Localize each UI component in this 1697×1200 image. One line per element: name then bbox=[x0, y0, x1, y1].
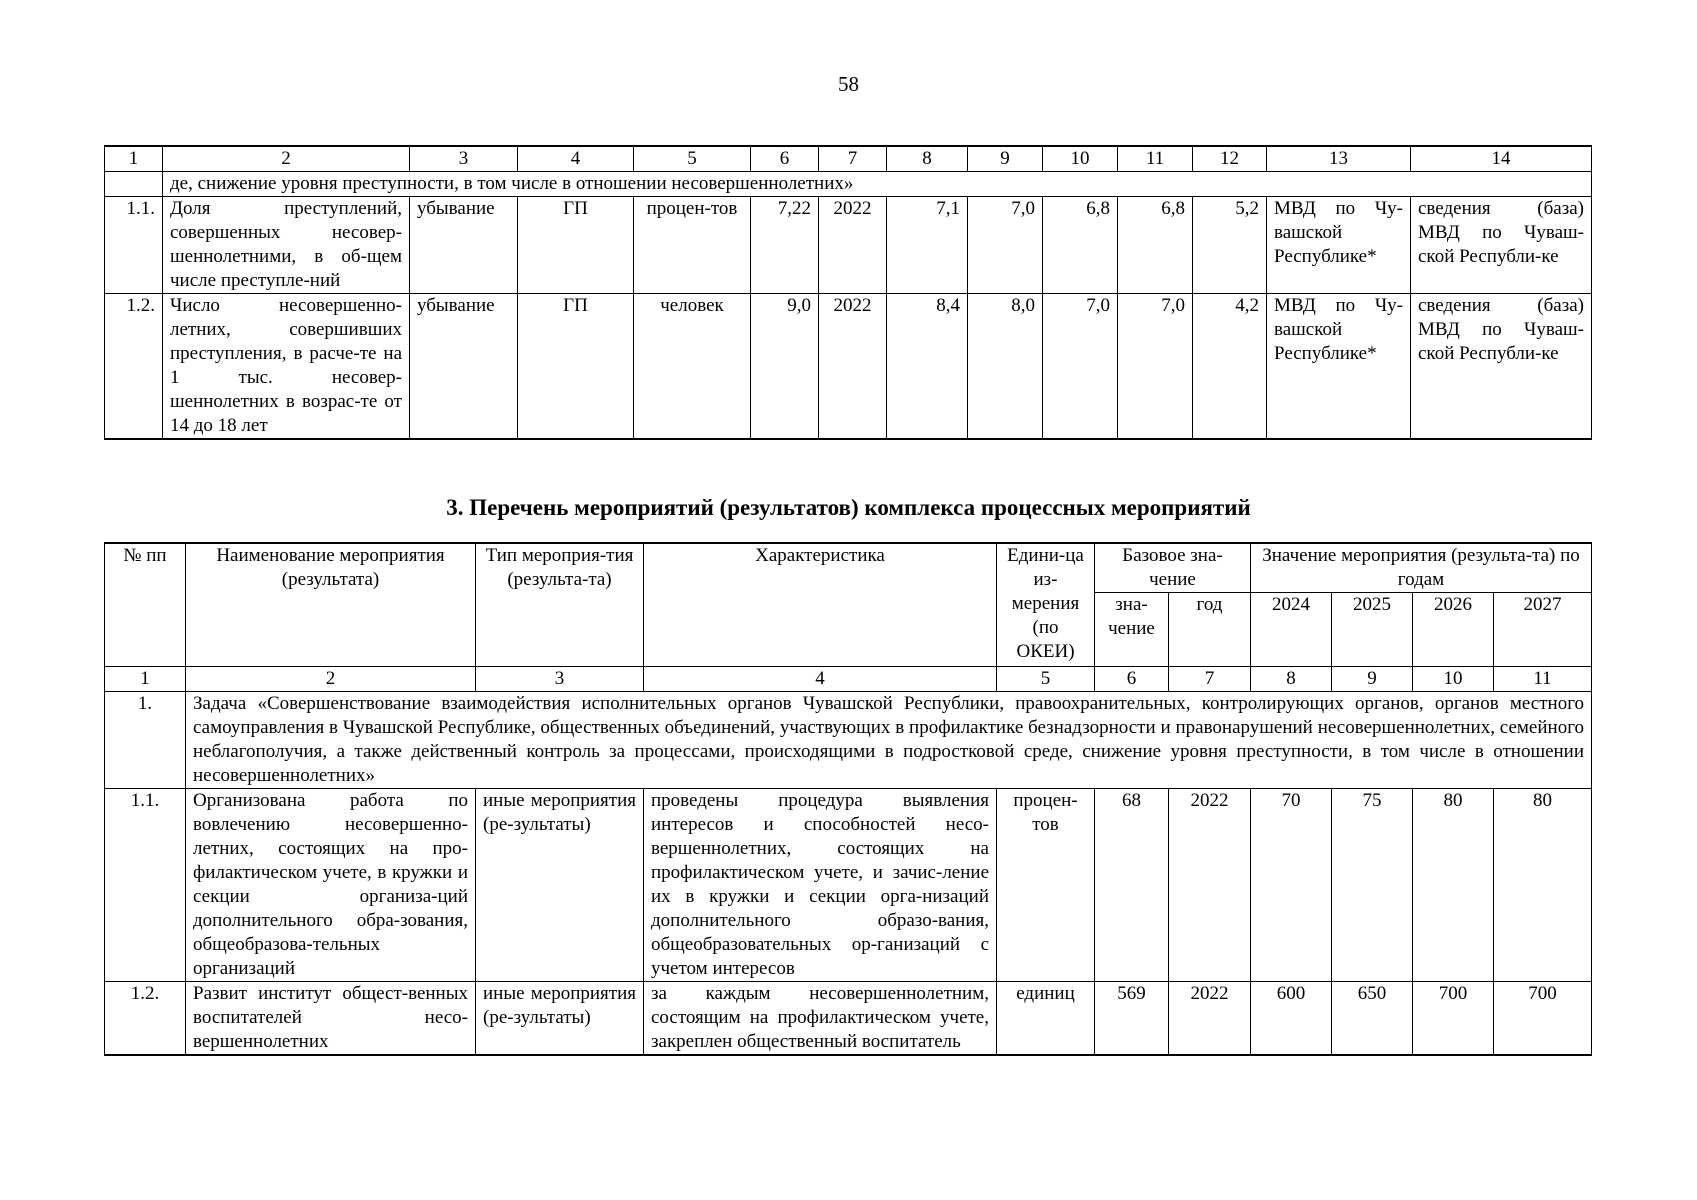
value-2026: 700 bbox=[1413, 982, 1494, 1056]
row-number: 1.1. bbox=[105, 789, 186, 982]
row-number: 1.2. bbox=[105, 294, 163, 440]
trend: убывание bbox=[410, 197, 518, 294]
value-2025: 650 bbox=[1332, 982, 1413, 1056]
value: 7,0 bbox=[1118, 294, 1193, 440]
unit: процен-тов bbox=[997, 789, 1095, 982]
col-num-cell: 12 bbox=[1193, 146, 1267, 172]
column-number-row bbox=[105, 667, 1592, 692]
task-number: 1. bbox=[105, 692, 186, 789]
table-row bbox=[105, 982, 1592, 1056]
col-num-cell: 9 bbox=[968, 146, 1043, 172]
base-value: 9,0 bbox=[751, 294, 819, 440]
col-num-cell: 4 bbox=[644, 667, 997, 692]
col-num-cell: 11 bbox=[1118, 146, 1193, 172]
col-num-cell: 4 bbox=[518, 146, 634, 172]
value: 5,2 bbox=[1193, 197, 1267, 294]
value-2025: 75 bbox=[1332, 789, 1413, 982]
unit: единиц bbox=[997, 982, 1095, 1056]
value-2024: 600 bbox=[1251, 982, 1332, 1056]
col-num-cell: 3 bbox=[410, 146, 518, 172]
value-2024: 70 bbox=[1251, 789, 1332, 982]
col-num-cell: 8 bbox=[1251, 667, 1332, 692]
value: 6,8 bbox=[1118, 197, 1193, 294]
indicator-name: Доля преступлений, совершенных несовер-шеннолетними, в об-щем числе преступле-ний bbox=[163, 197, 410, 294]
base-value: 569 bbox=[1095, 982, 1169, 1056]
value: 8,4 bbox=[887, 294, 968, 440]
value-2027: 700 bbox=[1494, 982, 1592, 1056]
row-number: 1.2. bbox=[105, 982, 186, 1056]
activity-characteristic: за каждым несовершеннолетним, состоящим на профилактическом учете, закреплен общественный воспитатель bbox=[644, 982, 997, 1056]
header-base-value: зна-чение bbox=[1095, 593, 1169, 667]
continuation-text: де, снижение уровня преступности, в том числе в отношении несовершеннолетних» bbox=[163, 172, 1592, 197]
section-title: 3. Перечень мероприятий (результатов) комплекса процессных мероприятий bbox=[446, 495, 1251, 520]
header-num: № пп bbox=[105, 543, 186, 667]
header-characteristic: Характеристика bbox=[644, 543, 997, 667]
activities-table bbox=[104, 542, 1592, 1056]
header-year: 2025 bbox=[1332, 593, 1413, 667]
col-num-cell: 3 bbox=[476, 667, 644, 692]
unit: процен-тов bbox=[634, 197, 751, 294]
column-number-row bbox=[105, 146, 1592, 172]
activity-name: Организована работа по вовлечению несовершенно-летних, состоящих на про-филактическом учете, в кружки и секции организа-ций дополнительного обра-зования, общеобразова-тельных организаций bbox=[186, 789, 476, 982]
continuation-row bbox=[105, 172, 1592, 197]
data-source: сведения (база) МВД по Чуваш-ской Республи-ке bbox=[1411, 197, 1592, 294]
responsible: МВД по Чу-вашской Республике* bbox=[1267, 197, 1411, 294]
header-base: Базовое зна-чение bbox=[1095, 543, 1251, 593]
page-number: 58 bbox=[838, 72, 859, 96]
col-num-cell: 2 bbox=[186, 667, 476, 692]
indicators-table bbox=[104, 145, 1592, 440]
table-row bbox=[105, 197, 1592, 294]
table-row bbox=[105, 789, 1592, 982]
base-value: 7,22 bbox=[751, 197, 819, 294]
value: 6,8 bbox=[1043, 197, 1118, 294]
col-num-cell: 1 bbox=[105, 146, 163, 172]
value-2027: 80 bbox=[1494, 789, 1592, 982]
trend: убывание bbox=[410, 294, 518, 440]
header-type: Тип мероприя-тия (результа-та) bbox=[476, 543, 644, 667]
activity-type: иные мероприятия (ре-зультаты) bbox=[476, 982, 644, 1056]
col-num-cell: 6 bbox=[751, 146, 819, 172]
value: 4,2 bbox=[1193, 294, 1267, 440]
value-2026: 80 bbox=[1413, 789, 1494, 982]
col-num-cell: 11 bbox=[1494, 667, 1592, 692]
responsible: МВД по Чу-вашской Республике* bbox=[1267, 294, 1411, 440]
col-num-cell: 10 bbox=[1413, 667, 1494, 692]
header-values: Значение мероприятия (результа-та) по годам bbox=[1251, 543, 1592, 593]
col-num-cell: 1 bbox=[105, 667, 186, 692]
col-num-cell: 5 bbox=[634, 146, 751, 172]
activity-name: Развит институт общест-венных воспитателей несо-вершеннолетних bbox=[186, 982, 476, 1056]
table-row bbox=[105, 294, 1592, 440]
level: ГП bbox=[518, 294, 634, 440]
value: 7,1 bbox=[887, 197, 968, 294]
base-year: 2022 bbox=[819, 294, 887, 440]
base-value: 68 bbox=[1095, 789, 1169, 982]
col-num-cell: 14 bbox=[1411, 146, 1592, 172]
col-num-cell: 7 bbox=[1169, 667, 1251, 692]
header-year: 2024 bbox=[1251, 593, 1332, 667]
header-unit: Едини-ца из-мерения (по ОКЕИ) bbox=[997, 543, 1095, 667]
unit: человек bbox=[634, 294, 751, 440]
col-num-cell: 2 bbox=[163, 146, 410, 172]
base-year: 2022 bbox=[1169, 982, 1251, 1056]
value: 7,0 bbox=[968, 197, 1043, 294]
data-source: сведения (база) МВД по Чуваш-ской Республи-ке bbox=[1411, 294, 1592, 440]
indicator-name: Число несовершенно-летних, совершивших преступления, в расче-те на 1 тыс. несовер-шеннолетних в возрас-те от 14 до 18 лет bbox=[163, 294, 410, 440]
task-text: Задача «Совершенствование взаимодействия исполнительных органов Чувашской Республики, правоохранительных, контролирующих органов, органов местного самоуправления в Чувашской Республике, общественных объединений, участвующих в профилактике безнадзорности и правонарушений несовершеннолетних, семейного неблагополучия, а также действенный контроль за процессами, происходящими в подростковой среде, снижение уровня преступности, в том числе в отношении несовершеннолетних» bbox=[186, 692, 1592, 789]
col-num-cell: 9 bbox=[1332, 667, 1413, 692]
col-num-cell: 6 bbox=[1095, 667, 1169, 692]
task-row bbox=[105, 692, 1592, 789]
col-num-cell: 10 bbox=[1043, 146, 1118, 172]
header-year: 2026 bbox=[1413, 593, 1494, 667]
activity-characteristic: проведены процедура выявления интересов и способностей несо-вершеннолетних, состоящих на профилактическом учете, и зачис-ление их в кружки и секции орга-низаций дополнительного образо-вания, общеобразовательных ор-ганизаций с учетом интересов bbox=[644, 789, 997, 982]
header-row bbox=[105, 543, 1592, 593]
level: ГП bbox=[518, 197, 634, 294]
col-num-cell: 13 bbox=[1267, 146, 1411, 172]
col-num-cell: 8 bbox=[887, 146, 968, 172]
base-year: 2022 bbox=[819, 197, 887, 294]
base-year: 2022 bbox=[1169, 789, 1251, 982]
header-name: Наименование мероприятия (результата) bbox=[186, 543, 476, 667]
header-base-year: год bbox=[1169, 593, 1251, 667]
value: 7,0 bbox=[1043, 294, 1118, 440]
empty-cell bbox=[105, 172, 163, 197]
row-number: 1.1. bbox=[105, 197, 163, 294]
col-num-cell: 5 bbox=[997, 667, 1095, 692]
col-num-cell: 7 bbox=[819, 146, 887, 172]
header-year: 2027 bbox=[1494, 593, 1592, 667]
value: 8,0 bbox=[968, 294, 1043, 440]
activity-type: иные мероприятия (ре-зультаты) bbox=[476, 789, 644, 982]
